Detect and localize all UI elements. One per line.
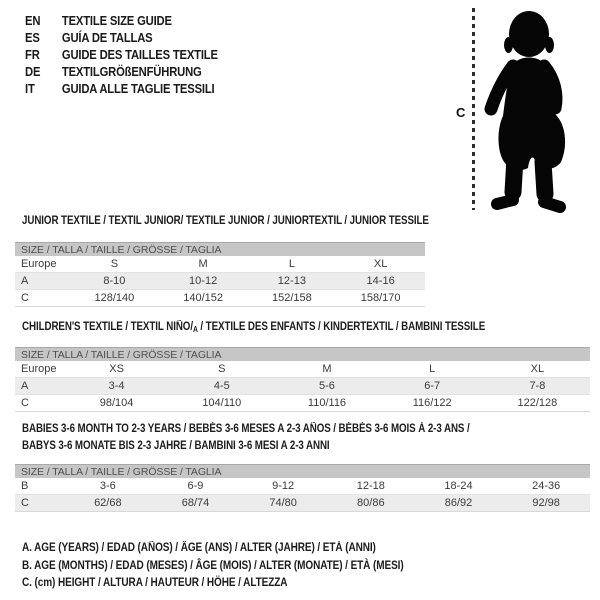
cell: 128/140 bbox=[94, 292, 135, 304]
cell: 86/92 bbox=[444, 497, 473, 509]
cell: 62/68 bbox=[94, 497, 122, 509]
cell: 74/80 bbox=[269, 497, 297, 509]
cell: 140/152 bbox=[183, 292, 223, 304]
babies-size-table bbox=[15, 464, 590, 512]
cell: M bbox=[322, 363, 332, 375]
cell: 9-12 bbox=[272, 480, 295, 492]
cell: M bbox=[198, 258, 208, 270]
cell: 4-5 bbox=[213, 380, 230, 392]
title-text: / TEXTILE DES ENFANTS / KINDERTEXTIL / BAMBINI TESSILE bbox=[197, 321, 486, 333]
cell: 14-16 bbox=[366, 275, 395, 287]
cell: 3-4 bbox=[108, 380, 125, 392]
cell: XL bbox=[530, 363, 545, 375]
size-header-bar: SIZE / TALLA / TAILLE / GRÖSSE / TAGLIA bbox=[15, 464, 590, 478]
cell: 12-18 bbox=[356, 480, 385, 492]
measurement-legend bbox=[22, 540, 404, 593]
cell: 18-24 bbox=[444, 480, 473, 492]
cell: 3-6 bbox=[99, 480, 116, 492]
cell: 104/110 bbox=[202, 397, 242, 409]
cell: 68/74 bbox=[181, 497, 210, 509]
row-label: A bbox=[21, 380, 29, 392]
toddler-silhouette-icon bbox=[480, 8, 576, 214]
language-code: ES bbox=[25, 31, 40, 45]
language-code: EN bbox=[25, 14, 41, 28]
cell: 98/104 bbox=[99, 397, 134, 409]
language-row-fr bbox=[25, 47, 218, 64]
row-label: A bbox=[21, 275, 29, 287]
cell: S bbox=[110, 258, 119, 270]
cell: 6-7 bbox=[424, 380, 441, 392]
legend-line-c: C. (cm) HEIGHT / ALTURA / HAUTEUR / HÖHE / ALTEZZA bbox=[22, 577, 288, 589]
cell: L bbox=[429, 363, 436, 375]
cell: 110/116 bbox=[307, 397, 347, 409]
cell: 116/122 bbox=[412, 397, 452, 409]
size-header-bar: SIZE / TALLA / TAILLE / GRÖSSE / TAGLIA bbox=[15, 242, 425, 256]
row-label: C bbox=[21, 292, 29, 304]
language-title: TEXTILE SIZE GUIDE bbox=[61, 14, 172, 28]
babies-table-title bbox=[22, 421, 470, 454]
cell: 6-9 bbox=[187, 480, 204, 492]
cell: XS bbox=[109, 363, 124, 375]
row-label: B bbox=[21, 480, 29, 492]
cell: 122/128 bbox=[517, 397, 558, 409]
cell: 152/158 bbox=[271, 292, 312, 304]
cell: 5-6 bbox=[319, 380, 335, 392]
table-row bbox=[15, 394, 590, 411]
cell: XL bbox=[373, 258, 388, 270]
height-c-label: C bbox=[456, 105, 466, 120]
language-row-it bbox=[25, 81, 218, 98]
row-label: Europe bbox=[21, 363, 57, 375]
table-row bbox=[15, 272, 425, 289]
cell: 80/86 bbox=[357, 497, 385, 509]
language-header bbox=[25, 13, 218, 98]
language-title: GUÍA DE TALLAS bbox=[61, 31, 153, 45]
cell: 8-10 bbox=[103, 275, 126, 287]
table-row bbox=[15, 377, 590, 394]
row-label: C bbox=[21, 497, 29, 509]
cell: 10-12 bbox=[189, 275, 218, 287]
cell: 92/98 bbox=[532, 497, 560, 509]
junior-size-table bbox=[15, 242, 425, 307]
title-subscript: A bbox=[192, 325, 198, 334]
table-row bbox=[15, 256, 425, 272]
cell: 158/170 bbox=[360, 292, 401, 304]
table-row bbox=[15, 494, 590, 511]
title-line-1: BABIES 3-6 MONTH TO 2-3 YEARS / BEBÉS 3-6 MESES A 2-3 AÑOS / BÉBÉS 3-6 MOIS À 2-3 ANS / bbox=[22, 423, 470, 435]
cell: 7-8 bbox=[529, 380, 546, 392]
language-title: GUIDA ALLE TAGLIE TESSILI bbox=[61, 82, 215, 96]
language-title: GUIDE DES TAILLES TEXTILE bbox=[61, 48, 218, 62]
language-row-en bbox=[25, 13, 218, 30]
size-header-bar: SIZE / TALLA / TAILLE / GRÖSSE / TAGLIA bbox=[15, 347, 590, 361]
legend-line-a: A. AGE (YEARS) / EDAD (AÑOS) / ÂGE (ANS) / ALTER (JAHRE) / ETÀ (ANNI) bbox=[22, 542, 376, 554]
legend-line-b: B. AGE (MONTHS) / EDAD (MESES) / ÂGE (MOIS) / ALTER (MONATE) / ETÀ (MESI) bbox=[22, 559, 404, 572]
table-row bbox=[15, 289, 425, 306]
title-line-2: BABYS 3-6 MONATE BIS 2-3 JAHRE / BAMBINI 3-6 MESI A 2-3 ANNI bbox=[22, 439, 330, 452]
language-code: DE bbox=[25, 65, 41, 79]
row-label: Europe bbox=[21, 258, 57, 270]
language-row-es bbox=[25, 30, 218, 47]
cell: 12-13 bbox=[277, 275, 306, 287]
title-text: CHILDREN'S TEXTILE / TEXTIL NIÑO/ bbox=[22, 321, 193, 333]
cell: 24-36 bbox=[532, 480, 561, 492]
children-size-table bbox=[15, 347, 590, 412]
language-title: TEXTILGRÖßENFÜHRUNG bbox=[61, 65, 202, 79]
language-code: IT bbox=[25, 82, 35, 96]
cell: L bbox=[288, 258, 295, 270]
row-label: C bbox=[21, 397, 29, 409]
cell: S bbox=[218, 363, 226, 375]
table-row bbox=[15, 478, 590, 494]
language-code: FR bbox=[25, 48, 40, 62]
junior-table-title: JUNIOR TEXTILE / TEXTIL JUNIOR/ TEXTILE JUNIOR / JUNIORTEXTIL / JUNIOR TESSILE bbox=[22, 215, 429, 227]
language-row-de bbox=[25, 64, 218, 81]
height-dashed-line bbox=[472, 8, 475, 210]
table-row bbox=[15, 361, 590, 377]
children-table-title bbox=[22, 321, 485, 334]
